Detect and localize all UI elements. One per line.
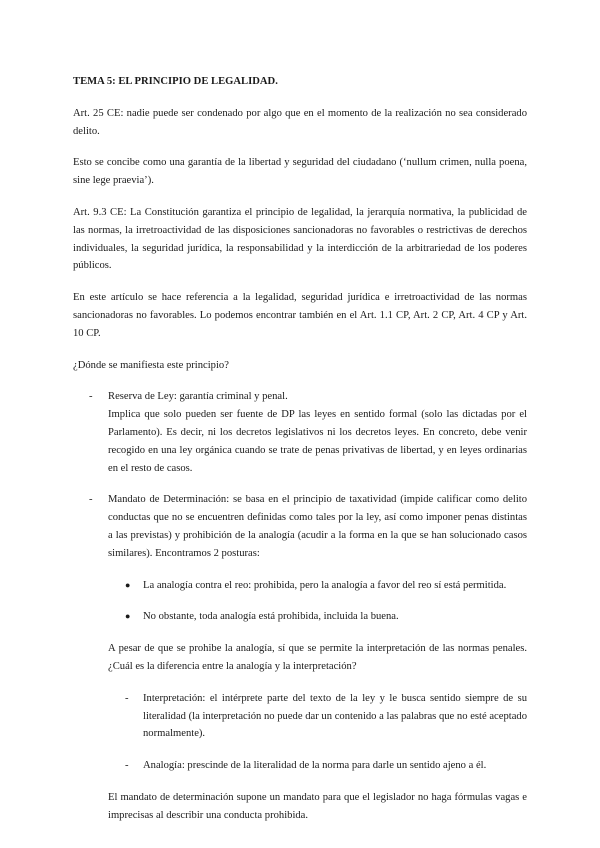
sub-item-interpretacion [108, 690, 527, 743]
principle-list [73, 388, 527, 824]
bullet-text: No obstante, toda analogía está prohibida, incluida la buena. [143, 611, 399, 623]
list-item-body: Implica que solo pueden ser fuente de DP las leyes en sentido formal (solo las dictadas por el Parlamento). Es decir, ni los decretos legislativos ni los decretos leyes. En concreto, debe venir recogido en una ley orgánica cuando se trate de penas privativas de libertad, y en leyes ordinarias en el resto de casos. [108, 409, 527, 474]
sub-item-analogia [108, 757, 527, 775]
bullet-text: La analogía contra el reo: prohibida, pero la analogía a favor del reo sí está permitida. [143, 579, 507, 591]
list-item-label: Mandato de Determinación: se basa en el principio de taxatividad (impide calificar como delito conductas que no se encuentren definidas como tales por la ley, así como imponer penas distintas a las previstas) y prohibición de la analogía (acudir a la forma en la que se han solucionado casos similares). Encontramos 2 posturas: [108, 494, 527, 559]
paragraph-art-25: Art. 25 CE: nadie puede ser condenado por algo que en el momento de la realización no sea considerado delito. [73, 107, 527, 137]
bullet-marker: ● [125, 579, 131, 590]
dash-marker: - [125, 692, 129, 704]
document-content [73, 73, 527, 839]
dash-marker: - [89, 494, 93, 506]
sub-dash-list [108, 690, 527, 775]
closing-paragraph: El mandato de determinación supone un mandato para que el legislador no haga fórmulas vagas e imprecisas al describir una conducta prohibida. [108, 791, 527, 821]
sub-item-text: Analogía: prescinde de la literalidad de la norma para darle un sentido ajeno a él. [143, 760, 487, 772]
paragraph-question: ¿Dónde se manifiesta este principio? [73, 359, 229, 371]
list-item-label: Reserva de Ley: garantía criminal y penal. [108, 391, 288, 403]
dash-marker: - [125, 760, 129, 772]
after-bullets-paragraph: A pesar de que se prohibe la analogía, sí que se permite la interpretación de las normas penales. ¿Cuál es la diferencia entre la analogía y la interpretación? [108, 643, 527, 672]
list-item-reserva-de-ley [73, 388, 527, 477]
bullet-list [108, 577, 527, 627]
sub-item-text: Interpretación: el intérprete parte del texto de la ley y le busca sentido siempre de su literalidad (la interpretación no puede dar un contenido a las palabras que no esté aceptado normalmente). [143, 692, 527, 740]
dash-marker: - [89, 391, 93, 403]
bullet-item [108, 577, 527, 595]
bullet-marker: ● [125, 611, 131, 622]
document-title: TEMA 5: EL PRINCIPIO DE LEGALIDAD. [73, 76, 278, 87]
paragraph-guarantee: Esto se concibe como una garantía de la libertad y seguridad del ciudadano (‘nullum crimen, nulla poena, sine lege praevia’). [73, 157, 527, 187]
paragraph-art-9-3: Art. 9.3 CE: La Constitución garantiza el principio de legalidad, la jerarquía normativa, la publicidad de las normas, la irretroactividad de las disposiciones sancionadoras no favorables o restrictivas de derechos individuales, la seguridad jurídica, la responsabilidad y la interdicción de la arbitrariedad de los poderes públicos. [73, 206, 527, 272]
list-item-mandato [73, 491, 527, 824]
paragraph-reference: En este artículo se hace referencia a la legalidad, seguridad jurídica e irretroactividad de las normas sancionadoras no favorables. Lo podemos encontrar también en el Art. 1.1 CP, Art. 2 CP, Art. 4 CP y Art. 10 CP. [73, 292, 527, 339]
bullet-item [108, 608, 527, 626]
